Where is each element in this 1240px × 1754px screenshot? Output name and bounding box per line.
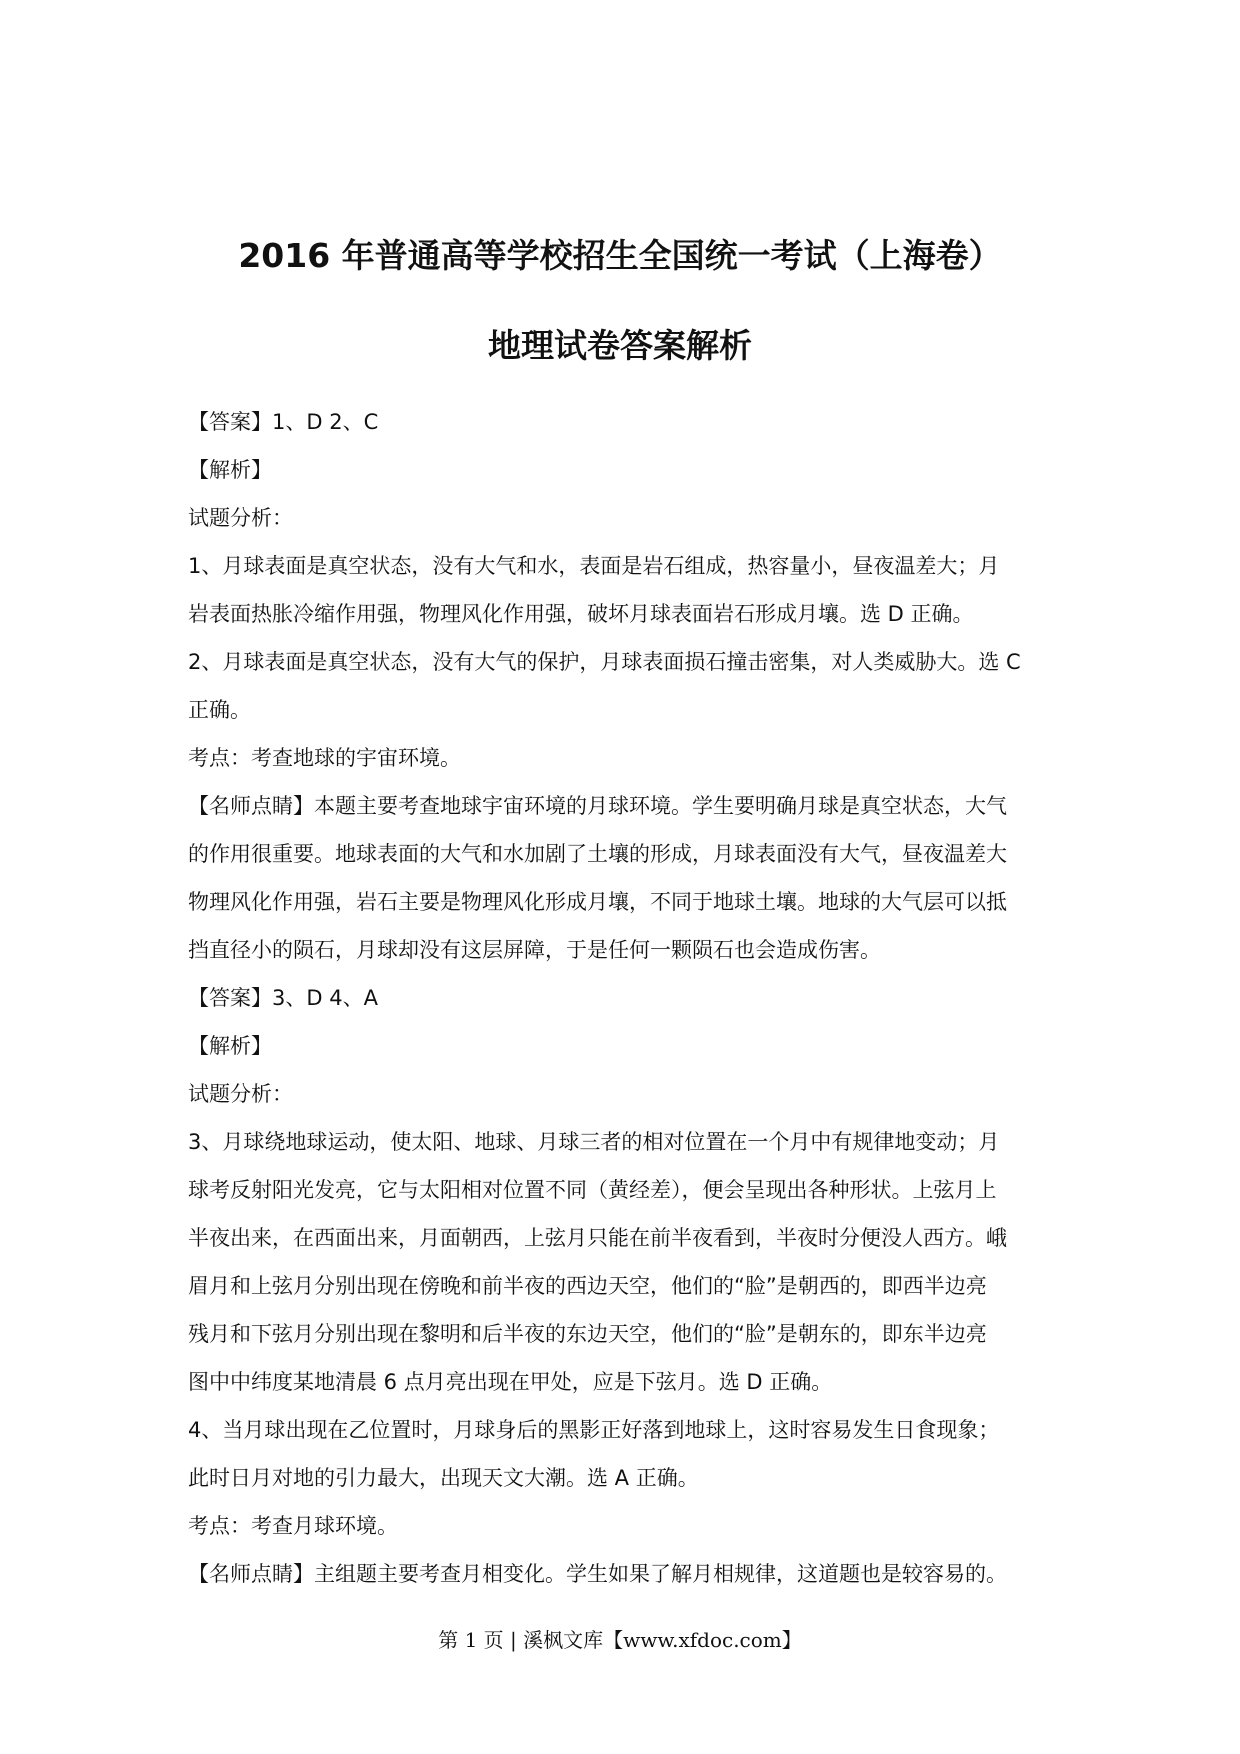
analysis-heading-1: 【解析】 — [188, 458, 272, 482]
teacher-note-line: 物理风化作用强，岩石主要是物理风化形成月壤，不同于地球土壤。地球的大气层可以抵 — [188, 890, 1007, 914]
paragraph-line: 3、月球绕地球运动，使太阳、地球、月球三者的相对位置在一个月中有规律地变动；月 — [188, 1130, 1000, 1154]
paragraph-line: 1、月球表面是真空状态，没有大气和水，表面是岩石组成，热容量小，昼夜温差大；月 — [188, 554, 1000, 578]
paragraph-line: 2、月球表面是真空状态，没有大气的保护，月球表面损石撞击密集，对人类威胁大。选 C — [188, 650, 1021, 674]
document-body — [188, 398, 1068, 1598]
answer-line-1: 【答案】1、D 2、C — [188, 410, 379, 434]
paragraph-line: 岩表面热胀冷缩作用强，物理风化作用强，破坏月球表面岩石形成月壤。选 D 正确。 — [188, 602, 974, 626]
exam-point-1: 考点：考查地球的宇宙环境。 — [188, 746, 461, 770]
answer-line-2: 【答案】3、D 4、A — [188, 986, 378, 1010]
teacher-note-line: 挡直径小的陨石，月球却没有这层屏障，于是任何一颗陨石也会造成伤害。 — [188, 938, 881, 962]
teacher-note-line: 【名师点睛】主组题主要考查月相变化。学生如果了解月相规律，这道题也是较容易的。 — [188, 1562, 1007, 1586]
paragraph-line: 球考反射阳光发亮，它与太阳相对位置不同（黄经差），便会呈现出各种形状。上弦月上 — [188, 1178, 997, 1202]
document-title: 2016 年普通高等学校招生全国统一考试（上海卷） — [238, 236, 1002, 275]
paragraph-line: 眉月和上弦月分别出现在傍晚和前半夜的西边天空，他们的“脸”是朝西的，即西半边亮 — [188, 1274, 987, 1298]
paragraph-line: 此时日月对地的引力最大，出现天文大潮。选 A 正确。 — [188, 1466, 699, 1490]
analysis-heading-2: 【解析】 — [188, 1034, 272, 1058]
paragraph-line: 残月和下弦月分别出现在黎明和后半夜的东边天空，他们的“脸”是朝东的，即东半边亮 — [188, 1322, 987, 1346]
paragraph-line: 正确。 — [188, 698, 251, 722]
paragraph-line: 4、当月球出现在乙位置时，月球身后的黑影正好落到地球上，这时容易发生日食现象； — [188, 1418, 1000, 1442]
paragraph-line: 图中中纬度某地清晨 6 点月亮出现在甲处，应是下弦月。选 D 正确。 — [188, 1370, 833, 1394]
analysis-label-2: 试题分析： — [188, 1082, 293, 1106]
analysis-label-1: 试题分析： — [188, 506, 293, 530]
teacher-note-line: 的作用很重要。地球表面的大气和水加剧了土壤的形成，月球表面没有大气，昼夜温差大 — [188, 842, 1007, 866]
paragraph-line: 半夜出来，在西面出来，月面朝西，上弦月只能在前半夜看到，半夜时分便没人西方。峨 — [188, 1226, 1007, 1250]
exam-point-2: 考点：考查月球环境。 — [188, 1514, 398, 1538]
document-subtitle: 地理试卷答案解析 — [488, 326, 752, 365]
page-footer: 第 1 页 | 溪枫文库【www.xfdoc.com】 — [438, 1628, 802, 1652]
teacher-note-line: 【名师点睛】本题主要考查地球宇宙环境的月球环境。学生要明确月球是真空状态，大气 — [188, 794, 1007, 818]
